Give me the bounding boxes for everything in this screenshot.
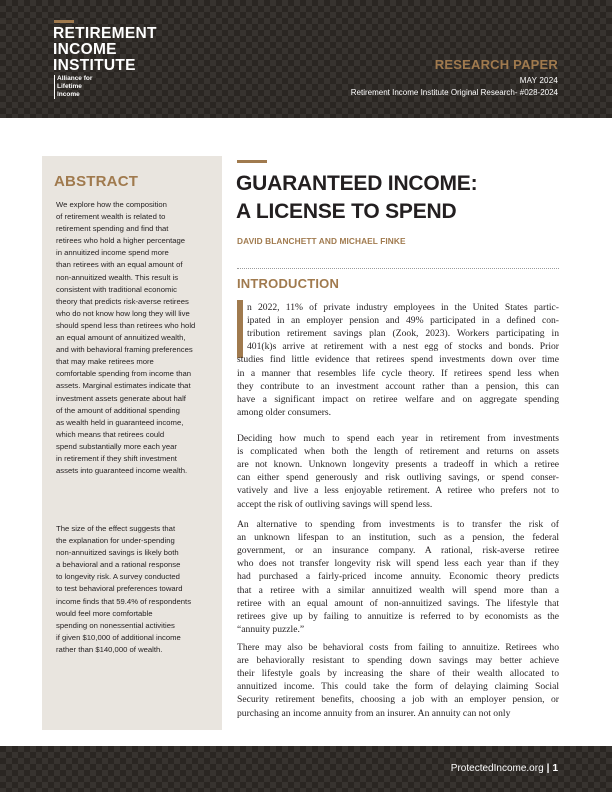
page-number: 1 [552, 763, 558, 774]
abstract-line: as wealth held in guaranteed income, [56, 417, 184, 427]
body-line: accept the risk of outliving savings will spend less. [237, 498, 433, 510]
body-line: their lifestyle goals by increasing the share of their wealth allocated to [237, 668, 559, 680]
logo-accent-bar [54, 20, 74, 23]
abstract-line: and with behavioral framing preferences [56, 345, 193, 355]
abstract-line: which means that retirees could [56, 429, 165, 439]
logo-sub-rule [54, 75, 55, 99]
abstract-line: who do not know how long they will live [56, 308, 190, 318]
abstract-line: The size of the effect suggests that [56, 524, 176, 533]
body-line: n 2022, 11% of private industry employees in the United States partic- [247, 302, 559, 313]
section-heading: INTRODUCTION [237, 276, 340, 291]
drop-cap-bar [237, 300, 243, 358]
body-line: purchasing an income annuity from an insurer. An annuity can not only [237, 707, 511, 719]
abstract-line: of retirement wealth is related to [56, 212, 166, 222]
abstract-line: to test behavioral preferences toward [56, 584, 183, 594]
body-line: tribution retirement savings plan (Zook, 2023). Workers participating in [247, 328, 559, 340]
body-line: had purchased a fairly-priced income annuity. Economic theory predicts [237, 571, 559, 583]
body-line: can either spend generously and risk outliving savings, or spend conser- [237, 472, 559, 484]
body-line: There may also be behavioral costs from failing to annuitize. Retirees who [237, 642, 559, 653]
abstract-line: an equal amount of annuitized wealth, [56, 333, 186, 343]
body-line: “annuity puzzle.” [237, 623, 305, 635]
body-line: among older consumers. [237, 406, 332, 418]
body-line: are behaviorally resistant to spending down savings may better achieve [237, 655, 559, 667]
body-line: have a significant impact on retiree welfare and on aggregate spending [237, 393, 559, 405]
body-line: retiree with an equal amount of non-annuitized savings. The lifestyle that [237, 597, 559, 609]
abstract-line: of the amount of additional spending [56, 405, 180, 415]
abstract-line: assets. Marginal estimates indicate that [56, 381, 191, 391]
logo-line-1: RETIREMENT [53, 25, 157, 42]
article-title-line-2: A LICENSE TO SPEND [236, 200, 457, 223]
abstract-line: assets into guaranteed income wealth. [56, 466, 188, 476]
abstract-line: if given $10,000 of additional income [56, 632, 181, 642]
body-line: ipated in an employer pension and 49% participated in a defined con- [247, 315, 559, 327]
body-line: that a retiree with a similar annuitized wealth will spend more than a [237, 584, 559, 596]
body-line: an unknown lifespan to an institution, such as a pension, the federal [237, 532, 559, 544]
abstract-heading: ABSTRACT [54, 173, 139, 190]
abstract-line: We explore how the composition [56, 200, 167, 209]
abstract-line: that may make retirees more [56, 357, 154, 367]
body-line: Security retirement benefits, choosing a job with an employer pension, or [237, 694, 559, 706]
title-accent-bar [237, 160, 267, 163]
abstract-line: in annuitized income spend more [56, 248, 169, 258]
body-line: Deciding how much to spend each year in retirement from investments [237, 433, 559, 444]
logo-sub-2: Lifetime [57, 83, 82, 90]
footer-separator: | [546, 763, 550, 774]
abstract-line: non-annuitized savings is likely both [56, 548, 179, 558]
article-authors: DAVID BLANCHETT AND MICHAEL FINKE [237, 236, 406, 246]
abstract-line: the explanation for under-spending [56, 536, 175, 546]
abstract-line: comfortable spending from income than [56, 369, 192, 379]
abstract-line: retirees who hold a higher percentage [56, 236, 186, 246]
body-line: is complicated when both the length of retirement and returns on assets [237, 446, 559, 458]
abstract-line: theory that predicts risk-averse retirees [56, 296, 189, 306]
body-line: An alternative to spending from investments is to transfer the risk of [237, 519, 559, 530]
logo-sub-1: Alliance for [57, 75, 93, 82]
abstract-line: would feel more comfortable [56, 608, 153, 618]
abstract-line: consistent with traditional economic [56, 284, 177, 294]
abstract-paragraph-1 [56, 199, 220, 477]
footer [451, 763, 558, 774]
abstract-line: non-annuitized wealth. This result is [56, 272, 179, 282]
logo-line-2: INCOME [53, 41, 117, 58]
body-line: are not known. Unknown longevity presents a tradeoff in which a retiree [237, 459, 559, 471]
logo-sub-3: Income [57, 91, 80, 98]
body-line: retirees give up by failing to annuitize is referred to by economists as the [237, 610, 559, 622]
abstract-line: spend substantially more each year [56, 441, 177, 451]
abstract-line: investment assets generate about half [56, 393, 186, 403]
article-title-line-1: GUARANTEED INCOME: [236, 172, 478, 195]
abstract-line: in retirement if they shift investment [56, 453, 177, 463]
abstract-line: income finds that 59.4% of respondents [56, 596, 192, 606]
abstract-paragraph-2 [56, 523, 220, 656]
abstract-line: a behavioral and a rational response [56, 560, 181, 570]
footer-site-link[interactable]: ProtectedIncome.org [450, 763, 544, 774]
paper-series: Retirement Income Institute Original Research- #028-2024 [350, 88, 558, 97]
abstract-line: spending on nonessential activities [56, 620, 175, 630]
body-line: in a manner that resembles life cycle theory. If retirees spend less when [237, 367, 559, 379]
body-line: studies find little evidence that retirees spend investments down over time [237, 354, 559, 366]
body-line: 401(k)s arrive at retirement with a nest egg of stocks and bonds. Prior [247, 341, 559, 353]
body-line: government, or an insurance company. A rational, risk-averse retiree [237, 545, 559, 557]
abstract-line: rather than $140,000 of wealth. [56, 644, 163, 654]
abstract-line: to longevity risk. A survey conducted [56, 572, 180, 582]
body-line: who does not transfer longevity risk will spend less each year than if they [237, 558, 559, 570]
logo-line-3: INSTITUTE [53, 57, 136, 74]
paper-type-label: RESEARCH PAPER [434, 57, 558, 72]
abstract-line: should spend less than retirees who hold [56, 320, 196, 330]
body-line: vatively and live a less enjoyable retirement. A retiree who prefers not to [237, 485, 559, 497]
abstract-line: retirement spending and find that [56, 224, 169, 234]
paper-date: MAY 2024 [519, 76, 558, 85]
body-line: they contribute to an investment account rather than a pension, this can [237, 380, 559, 392]
abstract-line: than retirees with an equal amount of [56, 260, 183, 270]
section-divider [237, 268, 559, 269]
body-line: annuitized income. This could take the form of delaying claiming Social [237, 681, 559, 693]
